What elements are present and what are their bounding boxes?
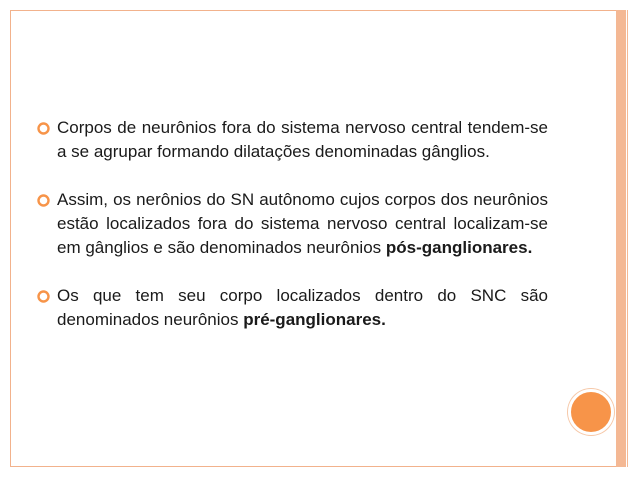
- circled-bullet-icon: [36, 286, 50, 306]
- bullet-text: Corpos de neurônios fora do sistema nervoso central tendem-se a se agrupar formando dilatações denominadas gânglios.: [57, 118, 548, 161]
- bullet-item: [36, 188, 548, 260]
- circled-bullet-icon: [36, 118, 50, 138]
- bullet-item: [36, 116, 548, 164]
- bullet-list: [36, 116, 548, 356]
- bullet-bold-text: pré-ganglionares.: [243, 310, 386, 329]
- frame-accent-bar: [616, 10, 626, 467]
- accent-circle: [568, 389, 614, 435]
- bullet-bold-text: pós-ganglionares.: [385, 238, 533, 257]
- frame-accent-line: [627, 10, 628, 467]
- bullet-text: Os que tem seu corpo localizados dentro do SNC são denominados neurônios: [57, 286, 548, 329]
- bullet-text: Assim, os nerônios do SN autônomo cujos corpos dos neurônios estão localizados fora do sistema nervoso central localizam-se em gânglios e são denominados neurônios: [57, 190, 548, 257]
- circled-bullet-icon: [36, 190, 50, 210]
- bullet-item: [36, 284, 548, 332]
